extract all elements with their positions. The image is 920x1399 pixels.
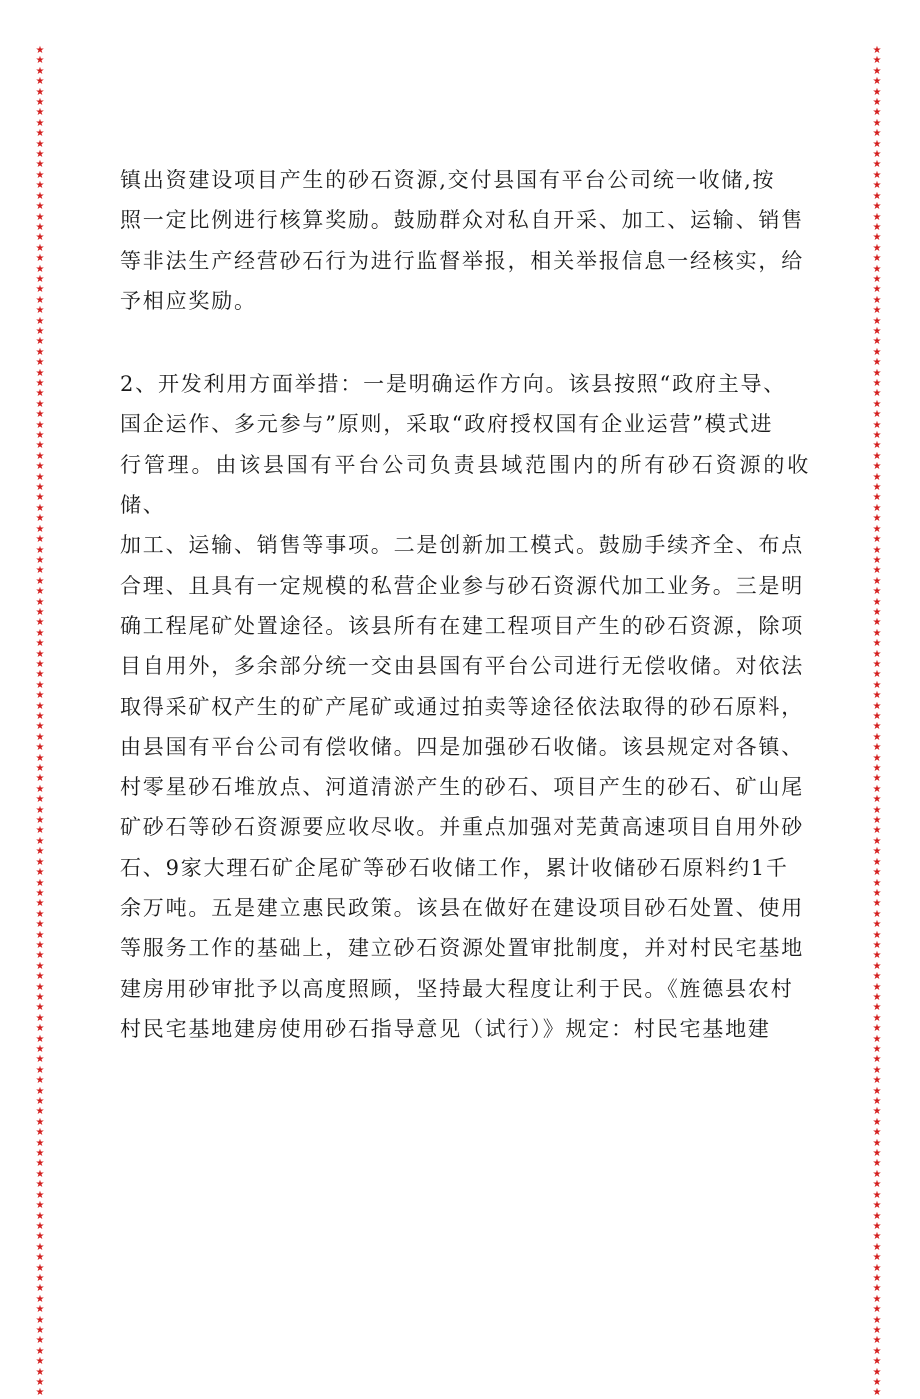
text-line: 加工、运输、销售等事项。二是创新加工模式。鼓励手续齐全、布点	[120, 533, 804, 558]
paragraph-1	[120, 160, 810, 321]
right-star-border: ★★★★★★★★★★★★★★★★★★★★★★★★★★★★★★★★★★★★★★★★★★★★★★★★★★★★★★★★★★★★★★★★★★★★★★★★★★★★★★★★★★★★★★★★★★★★★★★★★★★★★★★★★★★★★★★★★★★★★★★★★★★★★★★★★★	[872, 45, 882, 1399]
text-line: 村民宅基地建房使用砂石指导意见（试行）》规定：村民宅基地建	[120, 1016, 771, 1041]
paragraph-2	[120, 364, 810, 1049]
text-line: 合理、且具有一定规模的私营企业参与砂石资源代加工业务。三是明	[120, 573, 804, 598]
text-line: 等非法生产经营砂石行为进行监督举报，相关举报信息一经核实，给	[120, 248, 804, 273]
text-line: 石、9家大理石矿企尾矿等砂石收储工作，累计收储砂石原料约1千	[120, 855, 789, 880]
text-line: 取得采矿权产生的矿产尾矿或通过拍卖等途径依法取得的砂石原料，	[120, 694, 804, 719]
text-line: 确工程尾矿处置途径。该县所有在建工程项目产生的砂石资源，除项	[120, 613, 804, 638]
text-line: 由县国有平台公司有偿收储。四是加强砂石收储。该县规定对各镇、	[120, 734, 804, 759]
text-line: 镇出资建设项目产生的砂石资源,交付县国有平台公司统一收储,按	[120, 168, 776, 192]
text-line: 国企运作、多元参与”原则，采取“政府授权国有企业运营”模式进	[120, 412, 774, 437]
text-line: 矿砂石等砂石资源要应收尽收。并重点加强对芜黄高速项目自用外砂	[120, 815, 804, 840]
text-line: 予相应奖励。	[120, 288, 257, 313]
document-body	[120, 160, 810, 1049]
text-line: 行管理。由该县国有平台公司负责县域范围内的所有砂石资源的收储、	[120, 452, 810, 518]
text-line: 余万吨。五是建立惠民政策。该县在做好在建设项目砂石处置、使用	[120, 896, 804, 921]
text-line: 照一定比例进行核算奖励。鼓励群众对私自开采、加工、运输、销售	[120, 208, 804, 233]
left-star-border: ★★★★★★★★★★★★★★★★★★★★★★★★★★★★★★★★★★★★★★★★★★★★★★★★★★★★★★★★★★★★★★★★★★★★★★★★★★★★★★★★★★★★★★★★★★★★★★★★★★★★★★★★★★★★★★★★★★★★★★★★★★★★★★★★★★	[35, 45, 45, 1399]
text-line: 建房用砂审批予以高度照顾，坚持最大程度让利于民。《旌德县农村	[120, 976, 794, 1001]
paragraph-gap	[120, 321, 810, 364]
text-line: 村零星砂石堆放点、河道清淤产生的砂石、项目产生的砂石、矿山尾	[120, 775, 804, 800]
text-line: 目自用外，多余部分统一交由县国有平台公司进行无偿收储。对依法	[120, 654, 804, 679]
text-line: 等服务工作的基础上，建立砂石资源处置审批制度，并对村民宅基地	[120, 936, 804, 961]
text-line: 2、开发利用方面举措：一是明确运作方向。该县按照“政府主导、	[120, 372, 787, 397]
